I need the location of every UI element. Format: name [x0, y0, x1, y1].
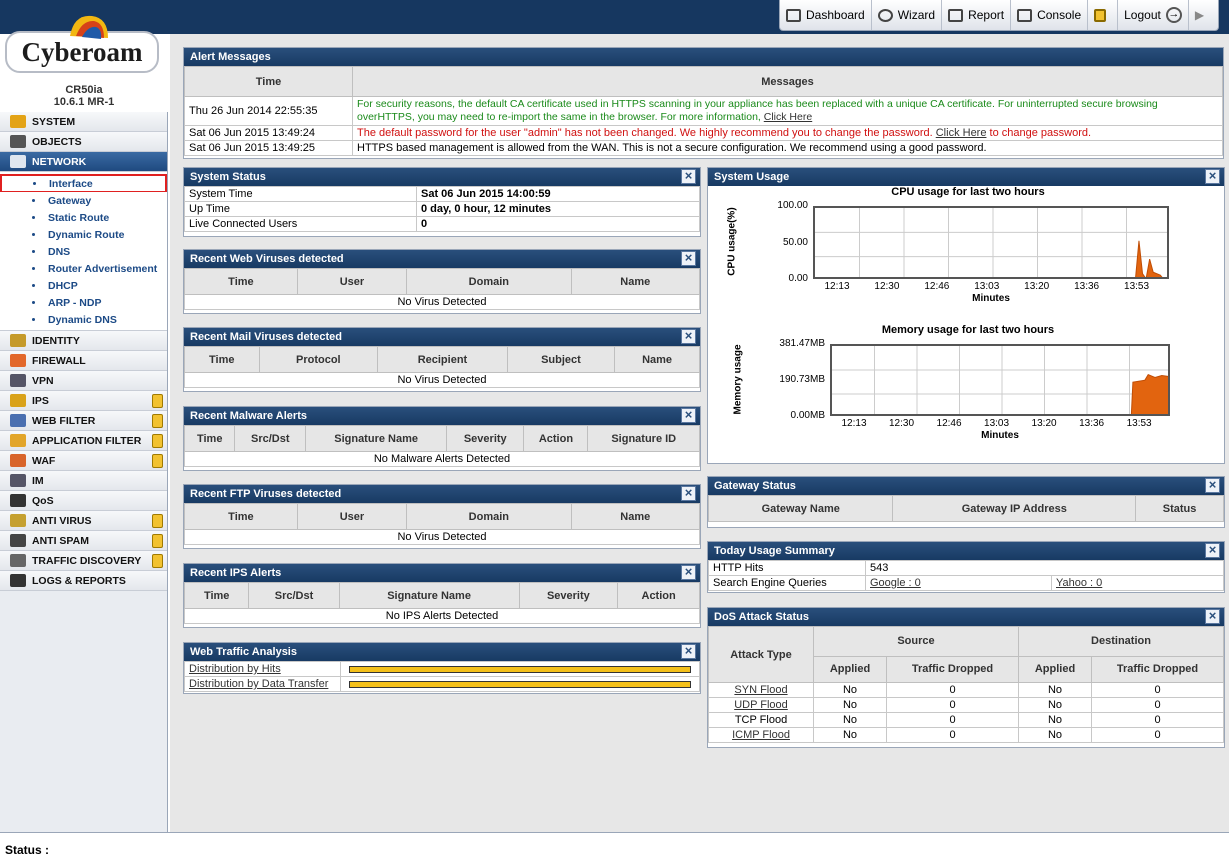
close-icon[interactable]: × — [1205, 169, 1220, 184]
vpn-icon — [10, 374, 26, 387]
x-axis-label: Minutes — [981, 430, 1019, 441]
dos-row: SYN Flood No 0 No 0 — [709, 683, 1224, 698]
system-usage-panel: System Usage × CPU usage for last two hours CPU usage(%) Minutes 100.00 50.00 0.00 12:13 12:30 12:46 13:03 13:20 13:36 13:53 Memory usage for last two hours Memory usage Minutes 381.47MB 190.73MB 0.00MB 12:13 12:30 12:46 13:03 13:20 13:36 13:53 — [707, 167, 1225, 464]
ips-alerts-panel: Recent IPS Alerts × Time Src/Dst Signature Name Severity Action No IPS Alerts Detected — [183, 563, 701, 628]
chart-cpu — [708, 186, 1224, 321]
sidebar-item-arp-ndp[interactable]: ARP - NDP — [0, 294, 167, 311]
close-icon[interactable]: × — [1205, 543, 1220, 558]
menu-objects[interactable]: OBJECTS — [0, 132, 167, 152]
menu-im[interactable]: IM — [0, 471, 167, 491]
lock-icon — [152, 554, 163, 568]
alert-messages-panel — [183, 47, 1224, 159]
menu-web-filter[interactable]: WEB FILTER — [0, 411, 167, 431]
dos-row: TCP Flood No 0 No 0 — [709, 713, 1224, 728]
dos-row: ICMP Flood No 0 No 0 — [709, 728, 1224, 743]
ftp-viruses-panel: Recent FTP Viruses detected × Time User Domain Name No Virus Detected — [183, 484, 701, 549]
col-severity: Severity — [447, 426, 524, 452]
udp-flood-link[interactable]: UDP Flood — [734, 699, 788, 711]
close-icon[interactable]: × — [681, 565, 696, 580]
identity-icon — [10, 334, 26, 347]
col-subject: Subject — [507, 347, 614, 373]
col-user: User — [297, 269, 406, 295]
objects-icon — [10, 135, 26, 148]
anti-spam-icon — [10, 534, 26, 547]
lock-icon — [152, 434, 163, 448]
logout-icon: → — [1166, 7, 1182, 23]
lock-icon — [152, 514, 163, 528]
lock-icon — [152, 454, 163, 468]
x-tick-label: 12:46 — [924, 281, 950, 292]
menu-firewall[interactable]: FIREWALL — [0, 351, 167, 371]
menu-waf[interactable]: WAF — [0, 451, 167, 471]
menu-ips[interactable]: IPS — [0, 391, 167, 411]
mail-viruses-panel: Recent Mail Viruses detected × Time Protocol Recipient Subject Name No Virus Detected — [183, 327, 701, 392]
system-status-panel: System Status × System Time Sat 06 Jun 2015 14:00:59 Up Time 0 day, 0 hour, 12 minutes Live Connected Users 0 — [183, 167, 701, 237]
col-signature-id: Signature ID — [588, 426, 700, 452]
google-queries-link[interactable]: Google : 0 — [870, 577, 921, 589]
hits-bar — [349, 666, 691, 673]
col-user: User — [297, 504, 406, 530]
chart-title: Memory usage for last two hours — [881, 324, 1055, 336]
x-tick-label: 13:36 — [1079, 418, 1105, 429]
y-axis-label: CPU usage(%) — [726, 207, 738, 276]
x-axis-label: Minutes — [972, 293, 1010, 304]
close-icon[interactable]: × — [681, 251, 696, 266]
menu-qos[interactable]: QoS — [0, 491, 167, 511]
qos-icon — [10, 494, 26, 507]
x-tick-label: 13:20 — [1031, 418, 1057, 429]
col-protocol: Protocol — [259, 347, 378, 373]
web-filter-icon — [10, 414, 26, 427]
network-submenu — [0, 172, 167, 331]
close-icon[interactable]: × — [681, 644, 696, 659]
col-time: Time — [185, 67, 353, 97]
system-icon — [10, 115, 26, 128]
logs-reports-icon — [10, 574, 26, 587]
alert-row: Sat 06 Jun 2015 13:49:24 The default password for the user "admin" has not been changed. We highly recommend you to change the password. Click Here to change password. — [185, 126, 1223, 141]
web-traffic-panel: Web Traffic Analysis × Distribution by Hits Distribution by Data Transfer — [183, 642, 701, 694]
col-action: Action — [524, 426, 588, 452]
click-here-link[interactable]: Click Here — [935, 127, 987, 139]
tcp-flood-link: TCP Flood — [734, 714, 788, 726]
col-gateway-name: Gateway Name — [709, 496, 893, 522]
y-tick-label: 190.73MB — [779, 374, 825, 385]
chart-plot — [813, 206, 1169, 279]
sidebar-item-interface[interactable]: Interface — [1, 175, 166, 192]
x-tick-label: 12:46 — [936, 418, 962, 429]
menu-traffic-discovery[interactable]: TRAFFIC DISCOVERY — [0, 551, 167, 571]
sidebar-item-router-advertisement[interactable]: Router Advertisement — [0, 260, 167, 277]
waf-icon — [10, 454, 26, 467]
col-name: Name — [571, 269, 699, 295]
sidebar-item-dynamic-dns[interactable]: Dynamic DNS — [0, 311, 167, 328]
chevron-right-icon: ▶ — [1194, 8, 1205, 22]
chart-plot — [830, 344, 1170, 416]
col-name: Name — [615, 347, 700, 373]
usage-series — [815, 241, 1167, 279]
menu-application-filter[interactable]: APPLICATION FILTER — [0, 431, 167, 451]
firewall-icon — [10, 354, 26, 367]
logout-link[interactable]: Logout → — [1118, 0, 1189, 30]
col-time: Time — [185, 347, 260, 373]
lock-icon — [1094, 9, 1106, 22]
col-status: Status — [1136, 496, 1224, 522]
sidebar-item-gateway[interactable]: Gateway — [0, 192, 167, 209]
syn-flood-link[interactable]: SYN Flood — [734, 684, 788, 696]
device-version: 10.6.1 MR-1 — [53, 96, 115, 108]
dos-attack-panel: DoS Attack Status × Attack Type Source Destination Applied Traffic Dropped Applied Traffic Dropped SYN Flood No 0 No 0 UDP Flood No 0 No 0 TCP Flood No 0 No 0 ICMP Flood No 0 No 0 — [707, 607, 1225, 748]
x-tick-label: 12:13 — [841, 418, 867, 429]
traffic-discovery-icon — [10, 554, 26, 567]
top-navigation — [779, 0, 1219, 31]
x-tick-label: 13:03 — [974, 281, 1000, 292]
application-filter-icon — [10, 434, 26, 447]
ips-icon — [10, 394, 26, 407]
y-tick-label: 0.00 — [788, 273, 808, 284]
close-icon[interactable]: × — [681, 486, 696, 501]
col-messages: Messages — [353, 67, 1223, 97]
yahoo-queries-link[interactable]: Yahoo : 0 — [1056, 577, 1103, 589]
col-signature-name: Signature Name — [339, 583, 519, 609]
x-tick-label: 12:30 — [874, 281, 900, 292]
sidebar — [0, 112, 168, 832]
menu-logs-reports[interactable]: LOGS & REPORTS — [0, 571, 167, 591]
cyberoam-logo — [4, 12, 160, 74]
panel-title: Alert Messages — [184, 48, 1223, 66]
x-tick-label: 12:13 — [824, 281, 850, 292]
sidebar-item-static-route[interactable]: Static Route — [0, 209, 167, 226]
menu-anti-virus[interactable]: ANTI VIRUS — [0, 511, 167, 531]
network-icon — [10, 155, 26, 168]
lock-icon — [152, 534, 163, 548]
y-tick-label: 50.00 — [782, 236, 808, 248]
menu-network[interactable]: NETWORK — [0, 152, 167, 172]
data-transfer-bar — [349, 681, 691, 688]
wizard-icon — [878, 9, 893, 22]
close-icon[interactable]: × — [1205, 478, 1220, 493]
sidebar-item-dynamic-route[interactable]: Dynamic Route — [0, 226, 167, 243]
col-signature-name: Signature Name — [306, 426, 447, 452]
dashboard-icon — [786, 9, 801, 22]
x-tick-label: 13:53 — [1124, 281, 1150, 292]
x-tick-label: 13:36 — [1074, 281, 1100, 292]
logo-text: Cyberoam — [21, 37, 143, 67]
device-info — [0, 84, 168, 108]
x-tick-label: 13:53 — [1126, 418, 1152, 429]
top-bar — [0, 0, 1229, 34]
close-icon[interactable]: × — [681, 408, 696, 423]
menu-vpn[interactable]: VPN — [0, 371, 167, 391]
lock-icon — [152, 414, 163, 428]
col-action: Action — [618, 583, 700, 609]
alert-row: Sat 06 Jun 2015 13:49:25 HTTPS based management is allowed from the WAN. This is not a secure configuration. We recommend using a good password. — [185, 141, 1223, 156]
icmp-flood-link[interactable]: ICMP Flood — [732, 729, 790, 741]
dashboard-content — [170, 34, 1229, 832]
y-axis-label: Memory usage — [732, 344, 744, 415]
x-tick-label: 13:03 — [984, 418, 1010, 429]
distribution-by-hits-link[interactable]: Distribution by Hits — [189, 663, 281, 675]
alert-row: Thu 26 Jun 2014 22:55:35 For security reasons, the default CA certificate used in HTTPS scanning in your appliance has been replaced with a unique CA certificate. For uninterrupted secure browsing overHTTPS, you may need to re-import the same in the browser. For more information, Click Here — [185, 97, 1223, 126]
status-bar: Status : — [0, 832, 1229, 858]
col-src-dst: Src/Dst — [249, 583, 339, 609]
console-link[interactable]: Console — [1011, 0, 1088, 30]
col-severity: Severity — [519, 583, 618, 609]
web-viruses-panel: Recent Web Viruses detected × Time User Domain Name No Virus Detected — [183, 249, 701, 314]
click-here-link[interactable]: Click Here — [763, 111, 813, 123]
col-time: Time — [185, 583, 249, 609]
col-time: Time — [185, 504, 298, 530]
col-time: Time — [185, 426, 235, 452]
menu-anti-spam[interactable]: ANTI SPAM — [0, 531, 167, 551]
dos-row: UDP Flood No 0 No 0 — [709, 698, 1224, 713]
usage-series — [832, 375, 1169, 416]
console-icon — [1017, 9, 1032, 22]
device-model: CR50ia — [65, 84, 103, 96]
close-icon[interactable]: × — [1205, 609, 1220, 624]
usage-charts — [708, 186, 1224, 463]
chart-memory — [708, 324, 1224, 459]
col-time: Time — [185, 269, 298, 295]
col-recipient: Recipient — [378, 347, 508, 373]
close-icon[interactable]: × — [681, 169, 696, 184]
distribution-by-data-link[interactable]: Distribution by Data Transfer — [189, 678, 329, 690]
y-tick-label: 100.00 — [777, 200, 808, 211]
col-domain: Domain — [407, 269, 571, 295]
col-gateway-ip-address: Gateway IP Address — [893, 496, 1136, 522]
report-link[interactable]: Report — [942, 0, 1011, 30]
dashboard-link[interactable]: Dashboard — [780, 0, 872, 30]
x-tick-label: 13:20 — [1024, 281, 1050, 292]
col-domain: Domain — [407, 504, 571, 530]
menu-system[interactable]: SYSTEM — [0, 112, 167, 132]
sidebar-item-dns[interactable]: DNS — [0, 243, 167, 260]
im-icon — [10, 474, 26, 487]
lock-icon — [152, 394, 163, 408]
sidebar-item-dhcp[interactable]: DHCP — [0, 277, 167, 294]
anti-virus-icon — [10, 514, 26, 527]
col-name: Name — [571, 504, 699, 530]
menu-identity[interactable]: IDENTITY — [0, 331, 167, 351]
today-usage-panel: Today Usage Summary × HTTP Hits 543 Search Engine Queries Google : 0 Yahoo : 0 — [707, 541, 1225, 593]
lock-button[interactable] — [1088, 0, 1118, 30]
close-icon[interactable]: × — [681, 329, 696, 344]
collapse-arrow[interactable] — [1189, 0, 1210, 30]
y-tick-label: 0.00MB — [790, 410, 825, 421]
gateway-status-panel: Gateway Status × Gateway Name Gateway IP Address Status — [707, 476, 1225, 528]
x-tick-label: 12:30 — [889, 418, 915, 429]
malware-alerts-panel: Recent Malware Alerts × Time Src/Dst Signature Name Severity Action Signature ID No Malware Alerts Detected — [183, 406, 701, 471]
wizard-link[interactable]: Wizard — [872, 0, 942, 30]
sidebar-menu-list — [0, 331, 167, 591]
report-icon — [948, 9, 963, 22]
y-tick-label: 381.47MB — [779, 338, 825, 349]
col-src-dst: Src/Dst — [235, 426, 306, 452]
chart-title: CPU usage for last two hours — [891, 186, 1045, 198]
